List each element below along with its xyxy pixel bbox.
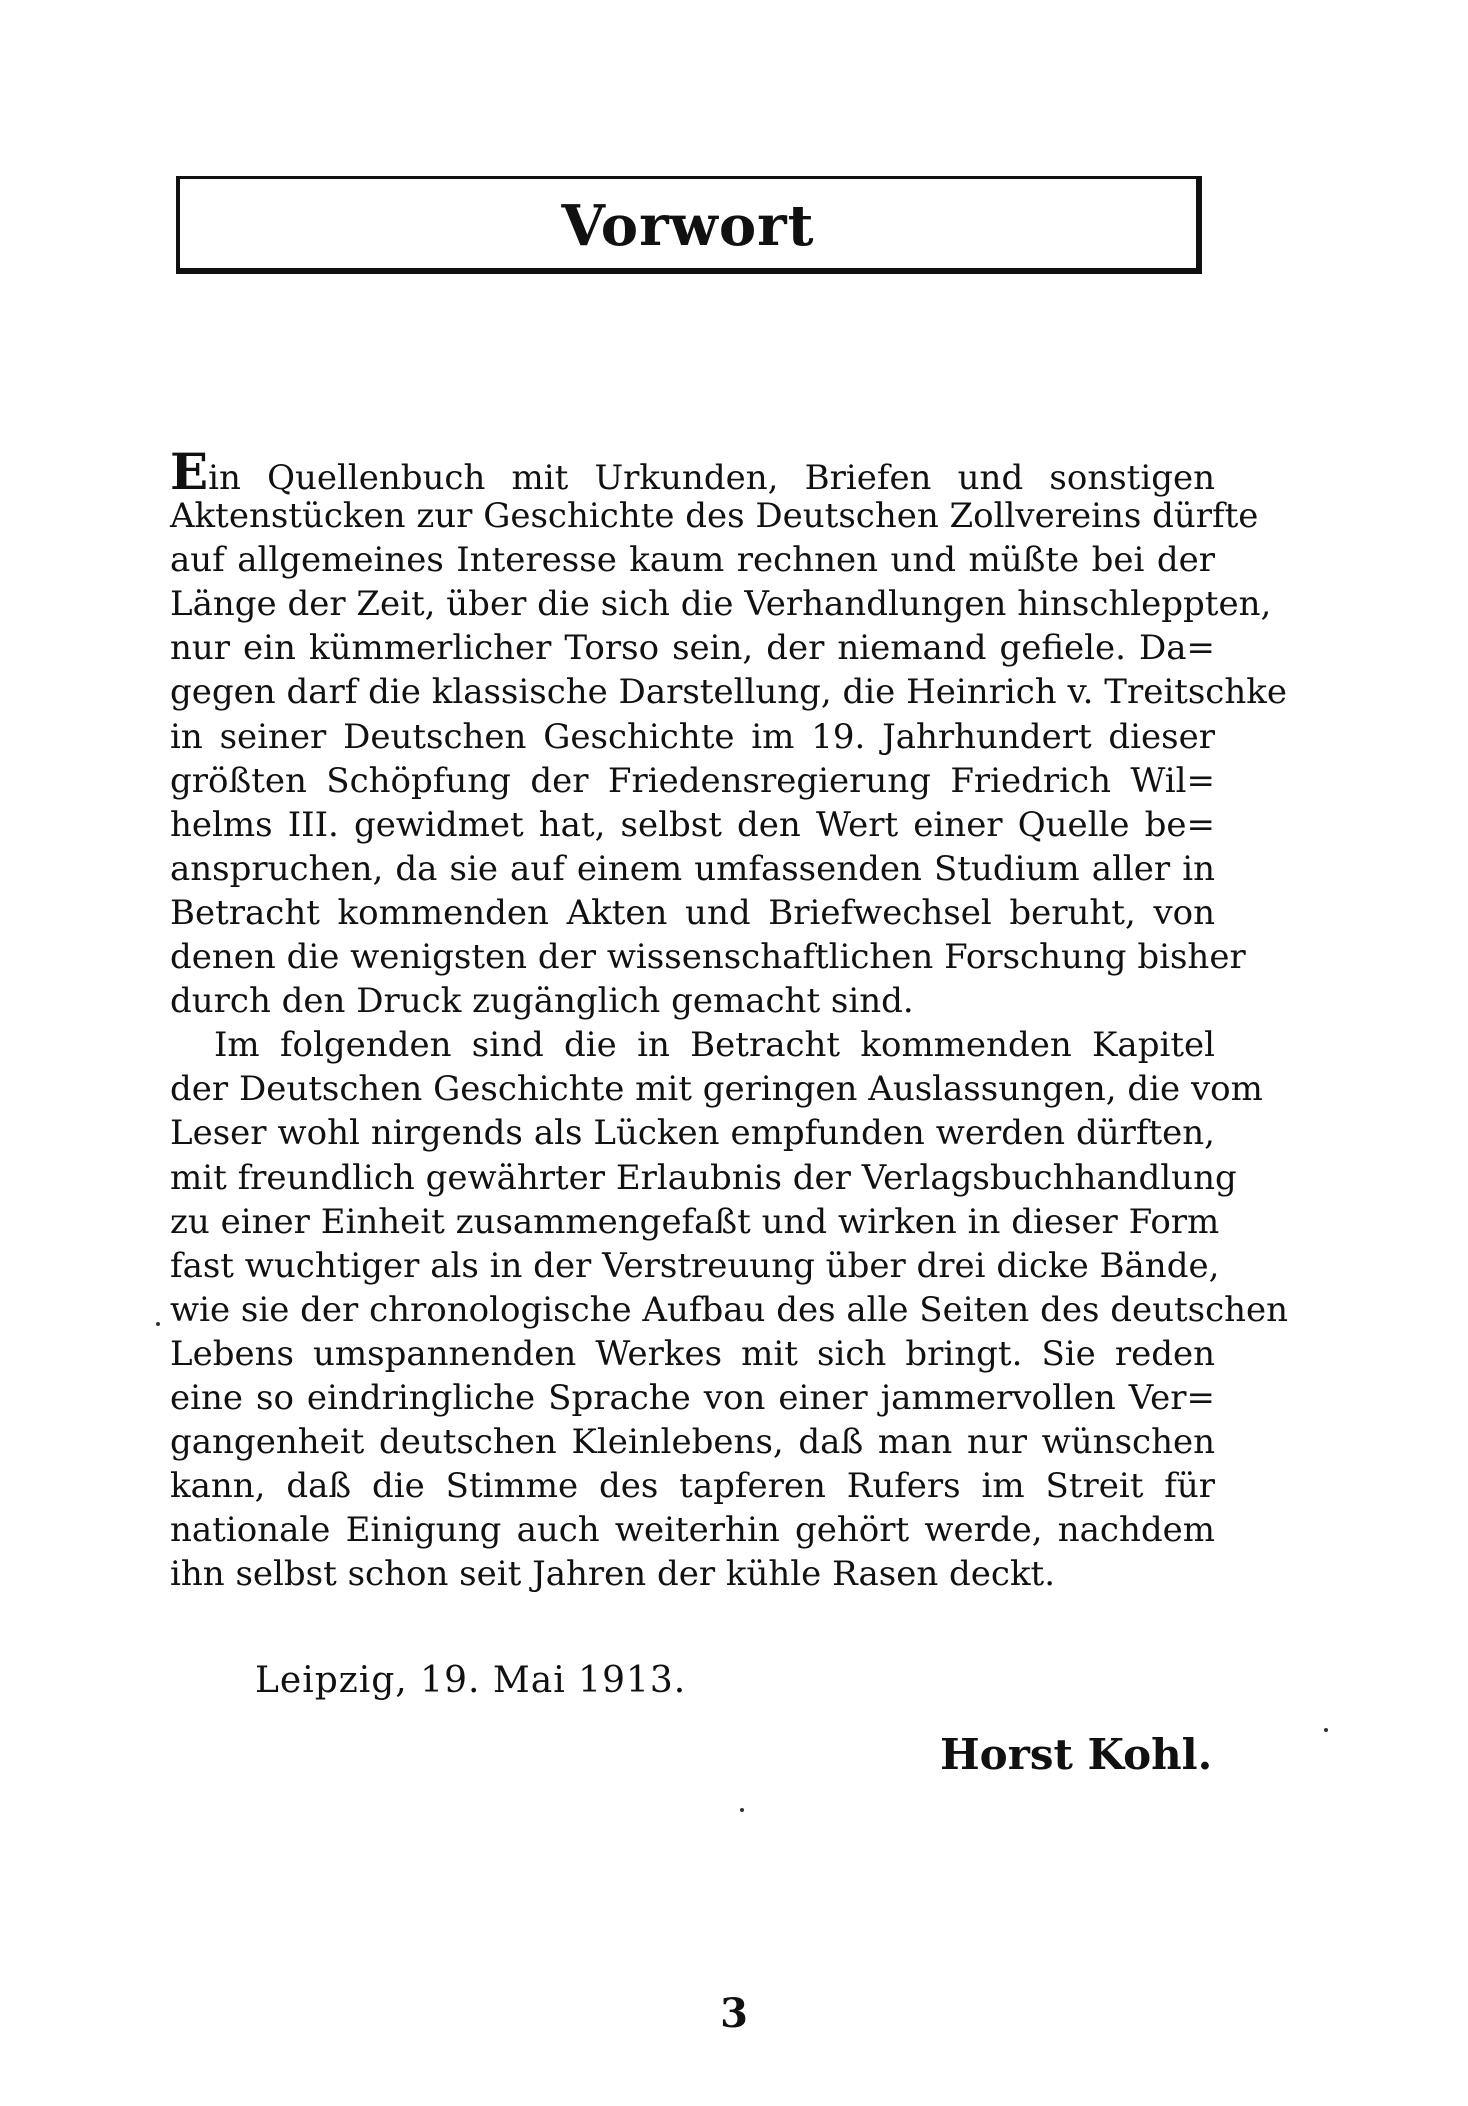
text-line: größten Schöpfung der Friedensregierung Friedrich Wil= xyxy=(170,760,1215,801)
text-line: kann, daß die Stimme des tapferen Rufers im Streit für xyxy=(170,1466,1215,1507)
text-line: Aktenstücken zur Geschichte des Deutschen Zollvereins dürfte xyxy=(170,496,1259,537)
text-line: Länge der Zeit, über die sich die Verhandlungen hinschleppten, xyxy=(170,584,1272,625)
author-signature: Horst Kohl. xyxy=(940,1730,1213,1779)
page-title: Vorwort xyxy=(561,193,815,259)
paragraph-2 xyxy=(170,1023,1289,1596)
text-line: Leser wohl nirgends als Lücken empfunden werden dürften, xyxy=(170,1113,1215,1154)
text-line: der Deutschen Geschichte mit geringen Auslassungen, die vom xyxy=(170,1069,1263,1110)
text-body xyxy=(170,442,1289,1596)
title-frame xyxy=(176,176,1202,274)
text-line: Lebens umspannenden Werkes mit sich bringt. Sie reden xyxy=(170,1333,1215,1374)
text-line: gangenheit deutschen Kleinlebens, daß man nur wünschen xyxy=(170,1422,1215,1463)
print-speck xyxy=(740,1808,744,1812)
text-line: ihn selbst schon seit Jahren der kühle Rasen deckt. xyxy=(170,1554,1056,1595)
text-line: fast wuchtiger als in der Verstreuung über drei dicke Bände, xyxy=(170,1245,1220,1286)
text-line: auf allgemeines Interesse kaum rechnen und müßte bei der xyxy=(170,540,1215,581)
text-line: Ein Quellenbuch mit Urkunden, Briefen und sonstigen xyxy=(170,442,1215,501)
text-line: helms III. gewidmet hat, selbst den Wert einer Quelle be= xyxy=(170,804,1215,845)
text-line: anspruchen, da sie auf einem umfassenden Studium aller in xyxy=(170,848,1215,889)
text-line: gegen darf die klassische Darstellung, die Heinrich v. Treitschke xyxy=(170,672,1287,713)
text-line: zu einer Einheit zusammengefaßt und wirken in dieser Form xyxy=(170,1201,1220,1242)
text-line: Betracht kommenden Akten und Briefwechsel beruht, von xyxy=(170,892,1215,933)
text-line: wie sie der chronologische Aufbau des alle Seiten des deutschen xyxy=(170,1289,1289,1330)
print-speck xyxy=(156,1322,160,1326)
text-line: nationale Einigung auch weiterhin gehört werde, nachdem xyxy=(170,1510,1215,1551)
text-line: eine so eindringliche Sprache von einer jammervollen Ver= xyxy=(170,1377,1215,1418)
text-line: durch den Druck zugänglich gemacht sind. xyxy=(170,981,914,1022)
page-number: 3 xyxy=(720,1990,748,2037)
text-line: denen die wenigsten der wissenschaftlichen Forschung bisher xyxy=(170,937,1246,978)
text-line: mit freundlich gewährter Erlaubnis der Verlagsbuchhandlung xyxy=(170,1157,1237,1198)
print-speck xyxy=(1324,1728,1328,1732)
text-line: nur ein kümmerlicher Torso sein, der niemand gefiele. Da= xyxy=(170,628,1215,669)
place-and-date: Leipzig, 19. Mai 1913. xyxy=(255,1660,687,1701)
text-line: in seiner Deutschen Geschichte im 19. Jahrhundert dieser xyxy=(170,716,1215,757)
paragraph-1 xyxy=(170,442,1287,1023)
text-line: Im folgenden sind die in Betracht kommenden Kapitel xyxy=(214,1025,1215,1066)
drop-cap: E xyxy=(170,442,209,501)
